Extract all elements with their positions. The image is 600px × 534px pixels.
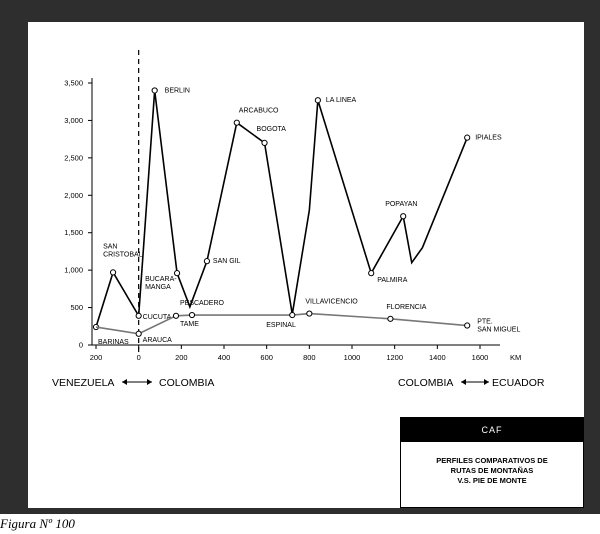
route-point-marker (465, 135, 470, 140)
x-tick-label: 1600 (471, 353, 489, 362)
y-tick-label: 0 (78, 340, 83, 350)
y-tick-label: 500 (70, 303, 83, 313)
caf-description (401, 442, 583, 486)
x-tick-label: 400 (217, 353, 231, 362)
caf-header: CAF (401, 418, 583, 442)
route-point-marker (136, 331, 141, 336)
route-point-label: LA LINEA (325, 97, 357, 105)
route-point-marker (315, 98, 320, 103)
y-tick-label: 1,000 (64, 265, 83, 275)
route-point-label: VILLAVICENCIO (305, 298, 358, 306)
region-arrowhead-left (122, 379, 127, 385)
route-point-marker (110, 270, 115, 275)
route-point-marker (401, 214, 406, 219)
route-point-marker (369, 271, 374, 276)
route-point-label: PTE. (477, 318, 493, 326)
y-tick-label: 2,000 (64, 190, 83, 200)
caf-line-2: RUTAS DE MONTAÑAS (450, 466, 534, 475)
region-label-colombia-left: COLOMBIA (159, 377, 215, 389)
route-point-marker (152, 88, 157, 93)
region-label-ecuador: ECUADOR (492, 377, 545, 389)
route-point-label: POPAYAN (385, 201, 418, 209)
figure-caption: Figura Nº 100 (0, 516, 75, 531)
route-point-marker (189, 312, 194, 317)
region-arrowhead-left (461, 379, 466, 385)
route-point-marker (204, 259, 209, 264)
caf-legend-box (400, 417, 584, 508)
route-point-marker (262, 140, 267, 145)
route-point-marker (465, 323, 470, 328)
route-point-label: PESCADERO (180, 300, 224, 308)
route-point-marker (136, 313, 141, 318)
region-arrowhead-right (147, 379, 152, 385)
route-point-label: BOGOTA (256, 125, 286, 133)
route-point-label: SAN MIGUEL (477, 326, 521, 334)
y-tick-label: 3,000 (64, 115, 83, 125)
route-point-label: TAME (180, 320, 199, 328)
x-tick-label: 1200 (386, 353, 404, 362)
route-point-label: PALMIRA (377, 277, 408, 285)
y-tick-label: 1,500 (64, 228, 83, 238)
x-tick-label: 1000 (343, 353, 361, 362)
route-point-label: ESPINAL (266, 322, 296, 330)
y-tick-label: 2,500 (64, 153, 83, 163)
route-point-marker (173, 313, 178, 318)
x-axis-unit: KM (510, 353, 522, 362)
region-arrowhead-right (484, 379, 489, 385)
route-point-label: BUCARA- (145, 276, 177, 284)
route-point-label: FLORENCIA (386, 303, 427, 311)
route-point-label: BERLIN (164, 87, 190, 95)
route-point-marker (234, 120, 239, 125)
route-point-marker (174, 271, 179, 276)
route-point-label: CUCUTA (142, 313, 172, 321)
route-point-marker (307, 311, 312, 316)
route-point-label: MANGA (145, 284, 171, 292)
route-point-label: IPIALES (475, 134, 502, 142)
x-tick-label: 600 (260, 353, 273, 362)
x-tick-label: 200 (89, 353, 103, 362)
x-tick-label: 1400 (428, 353, 446, 362)
region-label-colombia-right: COLOMBIA (398, 377, 454, 389)
route-point-marker (290, 312, 295, 317)
route-point-label: ARAUCA (142, 336, 172, 344)
x-tick-label: 800 (303, 353, 316, 362)
x-tick-label: 0 (136, 353, 141, 362)
route-point-marker (388, 316, 393, 321)
caf-line-1: PERFILES COMPARATIVOS DE (436, 456, 548, 465)
x-tick-label: 200 (175, 353, 188, 362)
caf-line-3: V.S. PIE DE MONTE (457, 476, 527, 485)
route-point-label: CRISTOBAL (103, 251, 143, 259)
route-point-label: SAN GIL (212, 258, 241, 266)
region-label-venezuela: VENEZUELA (52, 377, 115, 389)
y-tick-label: 3,500 (64, 78, 83, 88)
route-point-label: SAN (103, 243, 118, 251)
route-point-label: ARCABUCO (238, 107, 279, 115)
route-point-label: BARINAS (98, 339, 129, 347)
